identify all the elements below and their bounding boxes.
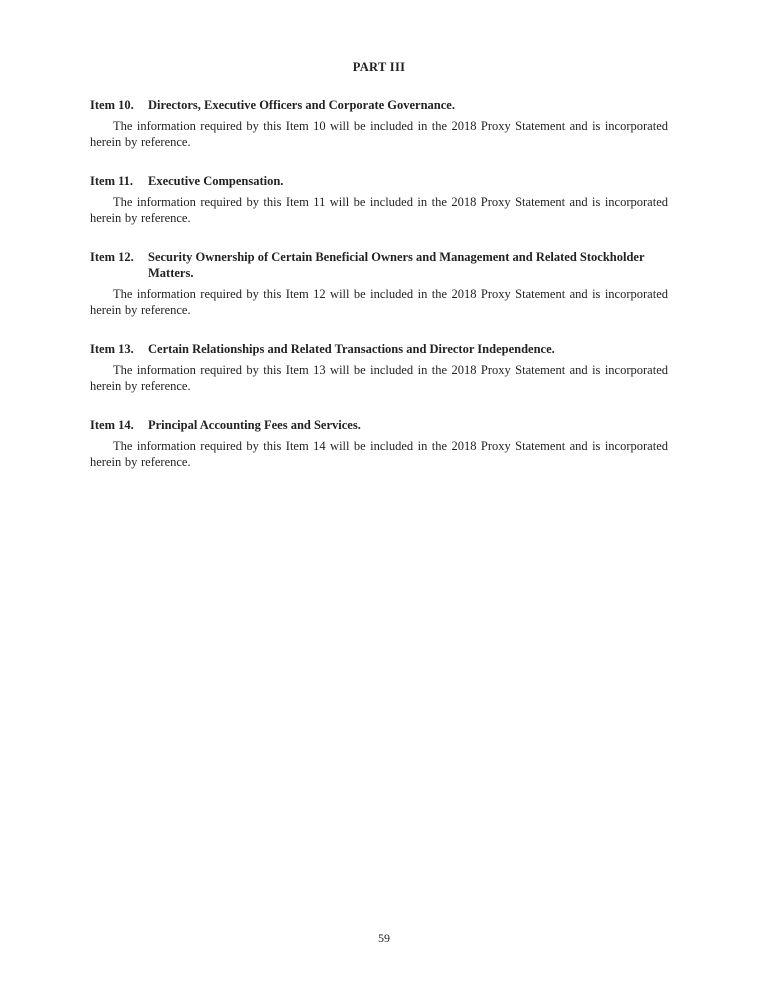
item-body: The information required by this Item 13 will be included in the 2018 Proxy Statement and is incorporated herein by reference.	[90, 363, 668, 393]
page-number: 59	[378, 931, 390, 945]
item-section-10	[90, 97, 668, 150]
item-section-11	[90, 173, 668, 226]
item-heading	[90, 417, 668, 433]
item-title: Certain Relationships and Related Transactions and Director Independence.	[148, 342, 555, 356]
item-body: The information required by this Item 10 will be included in the 2018 Proxy Statement and is incorporated herein by reference.	[90, 119, 668, 149]
item-label: Item 14.	[90, 418, 134, 432]
part-title: PART III	[352, 60, 406, 74]
item-label: Item 12.	[90, 250, 134, 264]
item-heading	[90, 249, 668, 281]
item-heading	[90, 97, 668, 113]
item-body: The information required by this Item 12 will be included in the 2018 Proxy Statement and is incorporated herein by reference.	[90, 287, 668, 317]
item-body: The information required by this Item 11 will be included in the 2018 Proxy Statement and is incorporated herein by reference.	[90, 195, 668, 225]
item-body: The information required by this Item 14 will be included in the 2018 Proxy Statement and is incorporated herein by reference.	[90, 439, 668, 469]
item-title: Security Ownership of Certain Beneficial Owners and Management and Related Stockholder Matters.	[148, 250, 645, 280]
item-section-14	[90, 417, 668, 470]
item-title: Principal Accounting Fees and Services.	[148, 418, 361, 432]
item-title: Executive Compensation.	[148, 174, 284, 188]
item-label: Item 10.	[90, 98, 134, 112]
item-section-13	[90, 341, 668, 394]
item-section-12	[90, 249, 668, 318]
item-title: Directors, Executive Officers and Corporate Governance.	[148, 98, 455, 112]
item-heading	[90, 173, 668, 189]
item-label: Item 13.	[90, 342, 134, 356]
item-heading	[90, 341, 668, 357]
document-content	[90, 0, 668, 470]
item-label: Item 11.	[90, 174, 134, 188]
